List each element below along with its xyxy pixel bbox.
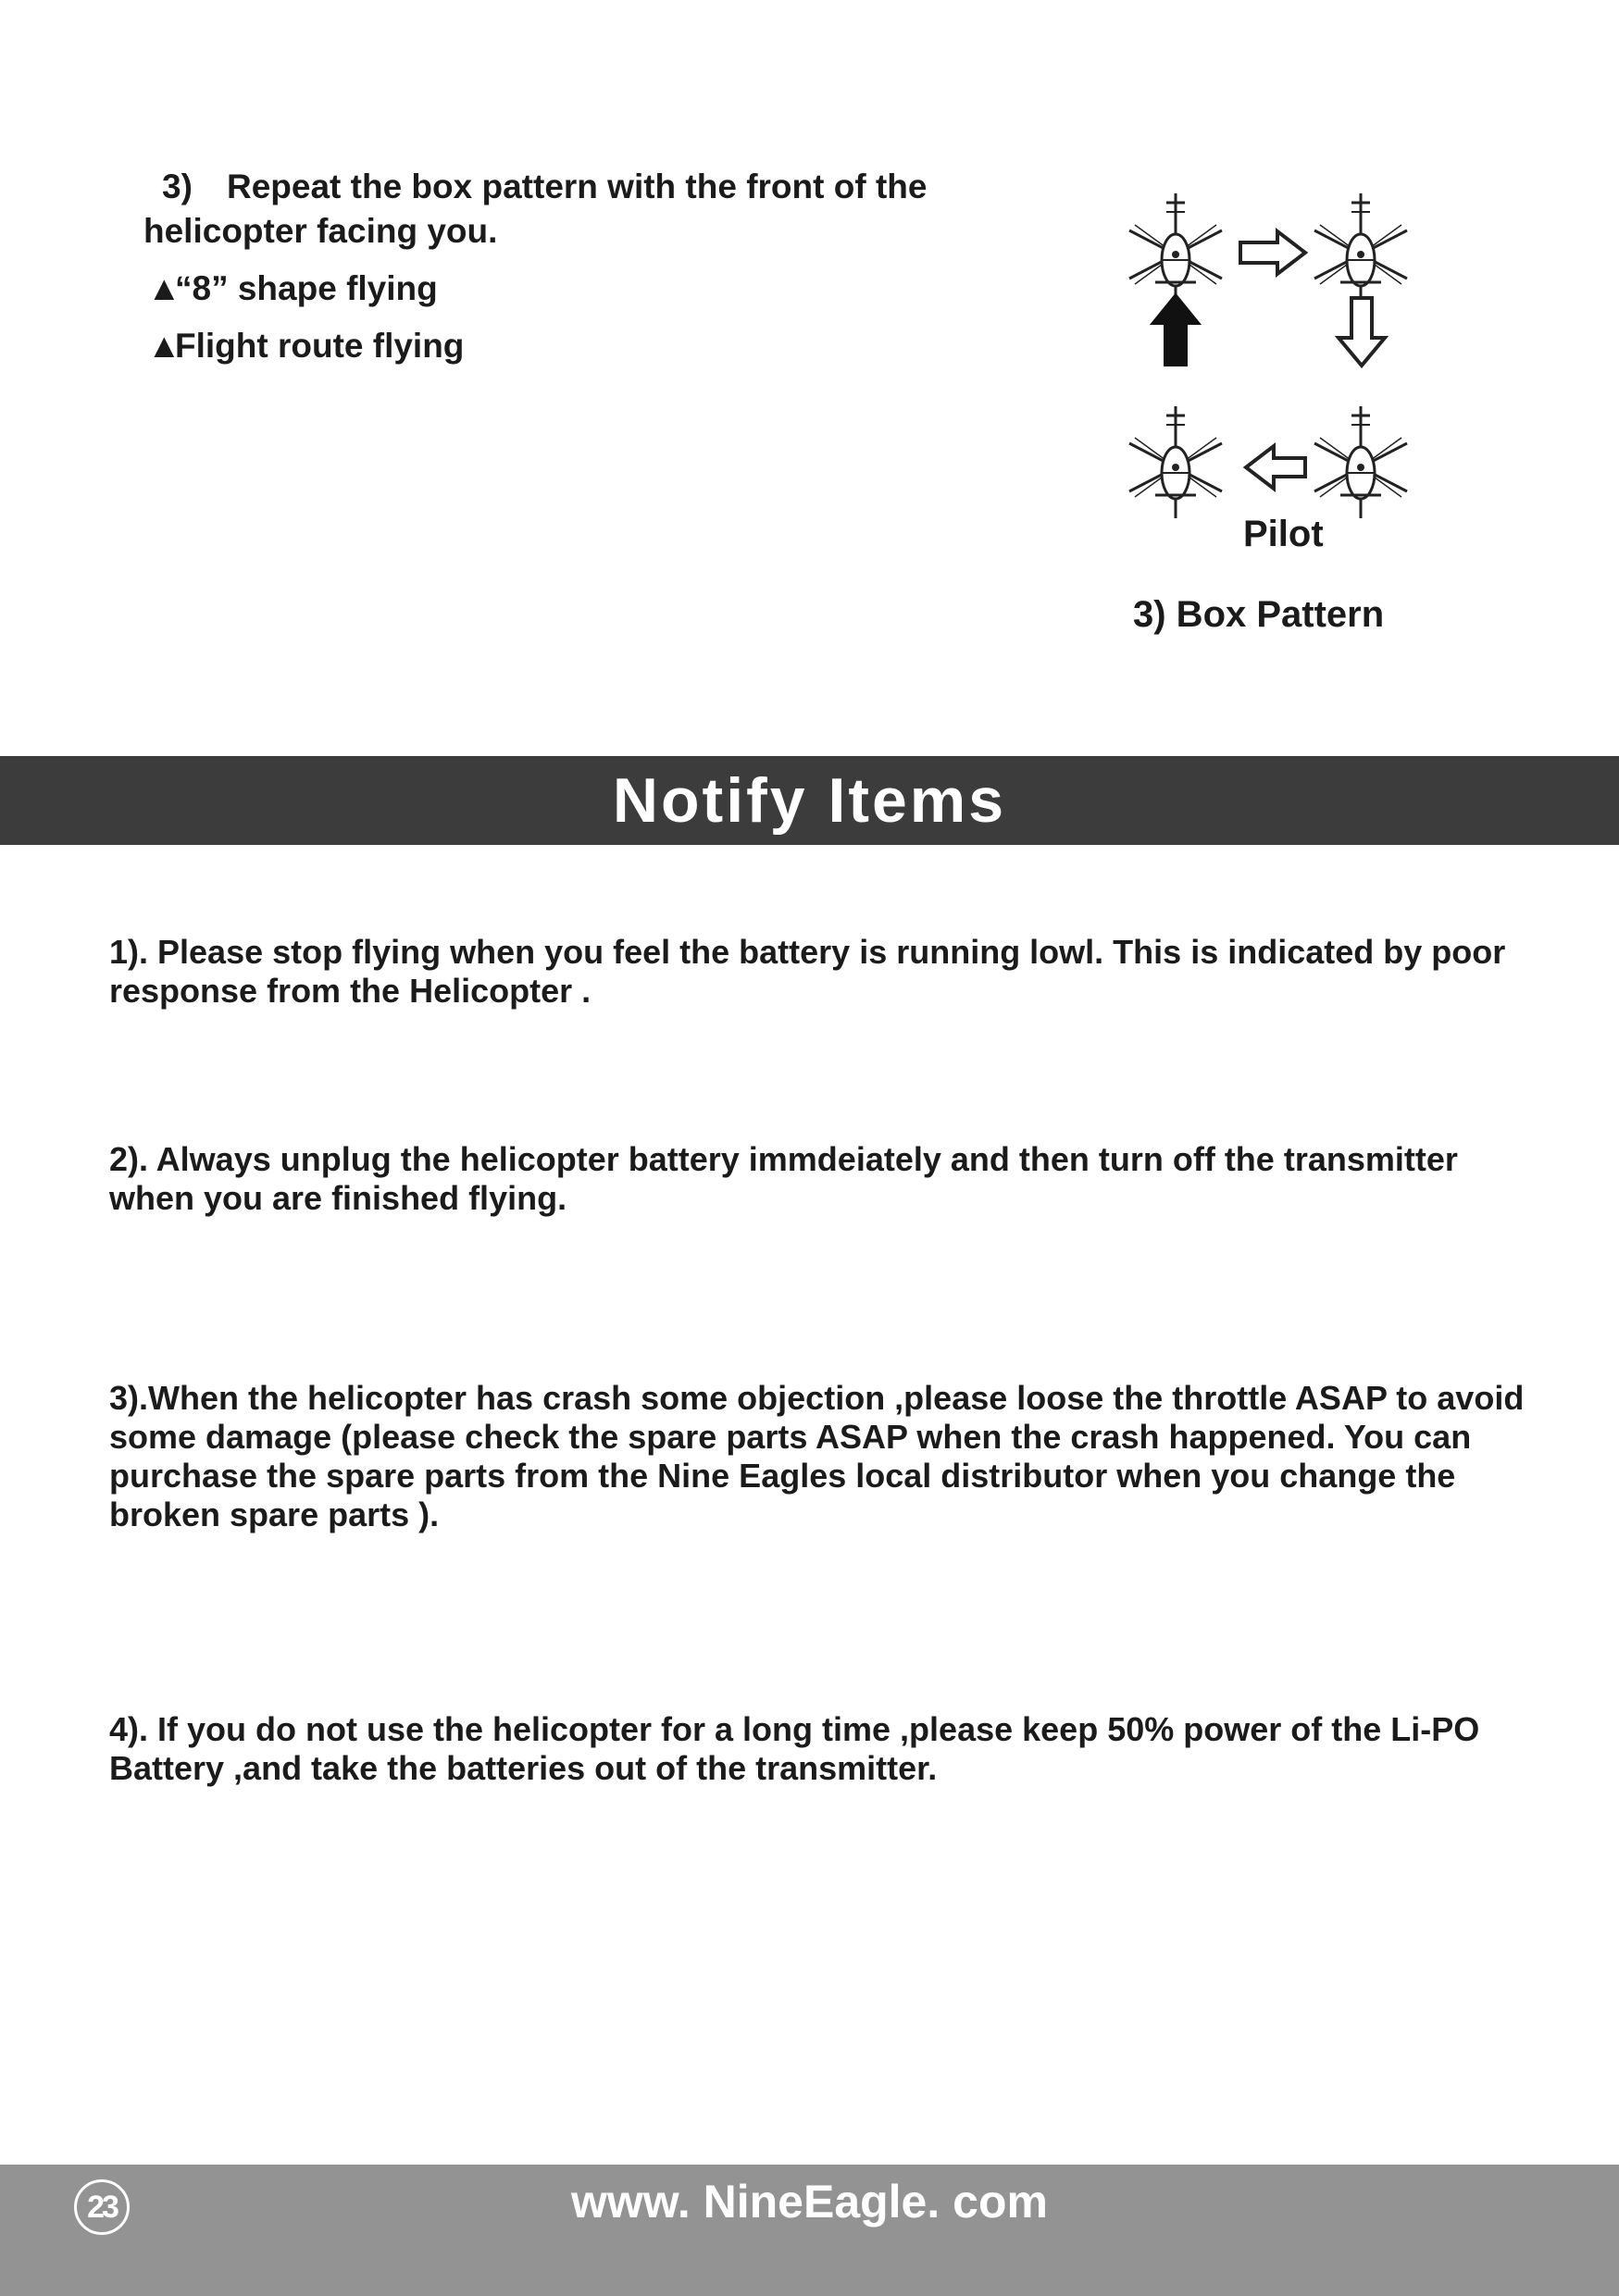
page-number: 23 (74, 2179, 130, 2235)
arrow-right-icon (1240, 231, 1305, 274)
pilot-label: Pilot (1243, 514, 1324, 554)
figure-caption: 3) Box Pattern (1133, 594, 1385, 635)
step-text-line1: Repeat the box pattern with the front of the (227, 168, 928, 205)
notice-item: 3).When the helicopter has crash some objection ,please loose the throttle ASAP to avoid some damage (please check the spare parts ASAP when the crash happened. You can purchase the spare parts from the Nine Eagles local distributor when you change the broken spare parts ). (109, 1379, 1525, 1533)
arrow-down-icon (1339, 298, 1385, 366)
bullet-item (143, 324, 977, 368)
step-line (143, 165, 977, 209)
section-title: Notify Items (612, 765, 1007, 836)
box-pattern-instructions (143, 165, 977, 368)
step-number: 3) (162, 168, 193, 205)
section-banner (0, 756, 1619, 845)
page-footer (0, 2165, 1619, 2296)
triangle-bullet-icon: ▲ (147, 327, 181, 365)
helicopter-icon (1129, 406, 1222, 518)
arrow-up-icon (1152, 294, 1200, 366)
arrow-left-icon (1246, 446, 1305, 489)
notice-item: 2). Always unplug the helicopter battery immdeiately and then turn off the transmitter when you are finished flying. (109, 1140, 1458, 1217)
notice-item: 1). Please stop flying when you feel the battery is running lowl. This is indicated by poor response from the Helicopter . (109, 933, 1506, 1010)
bullet-text: “8” shape flying (175, 269, 438, 307)
notice-item: 4). If you do not use the helicopter for a long time ,please keep 50% power of the Li-PO Battery ,and take the batteries out of the transmitter. (109, 1710, 1480, 1787)
bullet-item (143, 267, 977, 311)
box-pattern-figure (1120, 157, 1426, 648)
website-url: www. NineEagle. com (571, 2176, 1048, 2228)
step-text-line2: helicopter facing you. (143, 212, 498, 250)
bullet-text: Flight route flying (175, 327, 465, 365)
triangle-bullet-icon: ▲ (147, 269, 181, 307)
helicopter-icon (1314, 193, 1407, 312)
helicopter-icon (1314, 406, 1407, 518)
